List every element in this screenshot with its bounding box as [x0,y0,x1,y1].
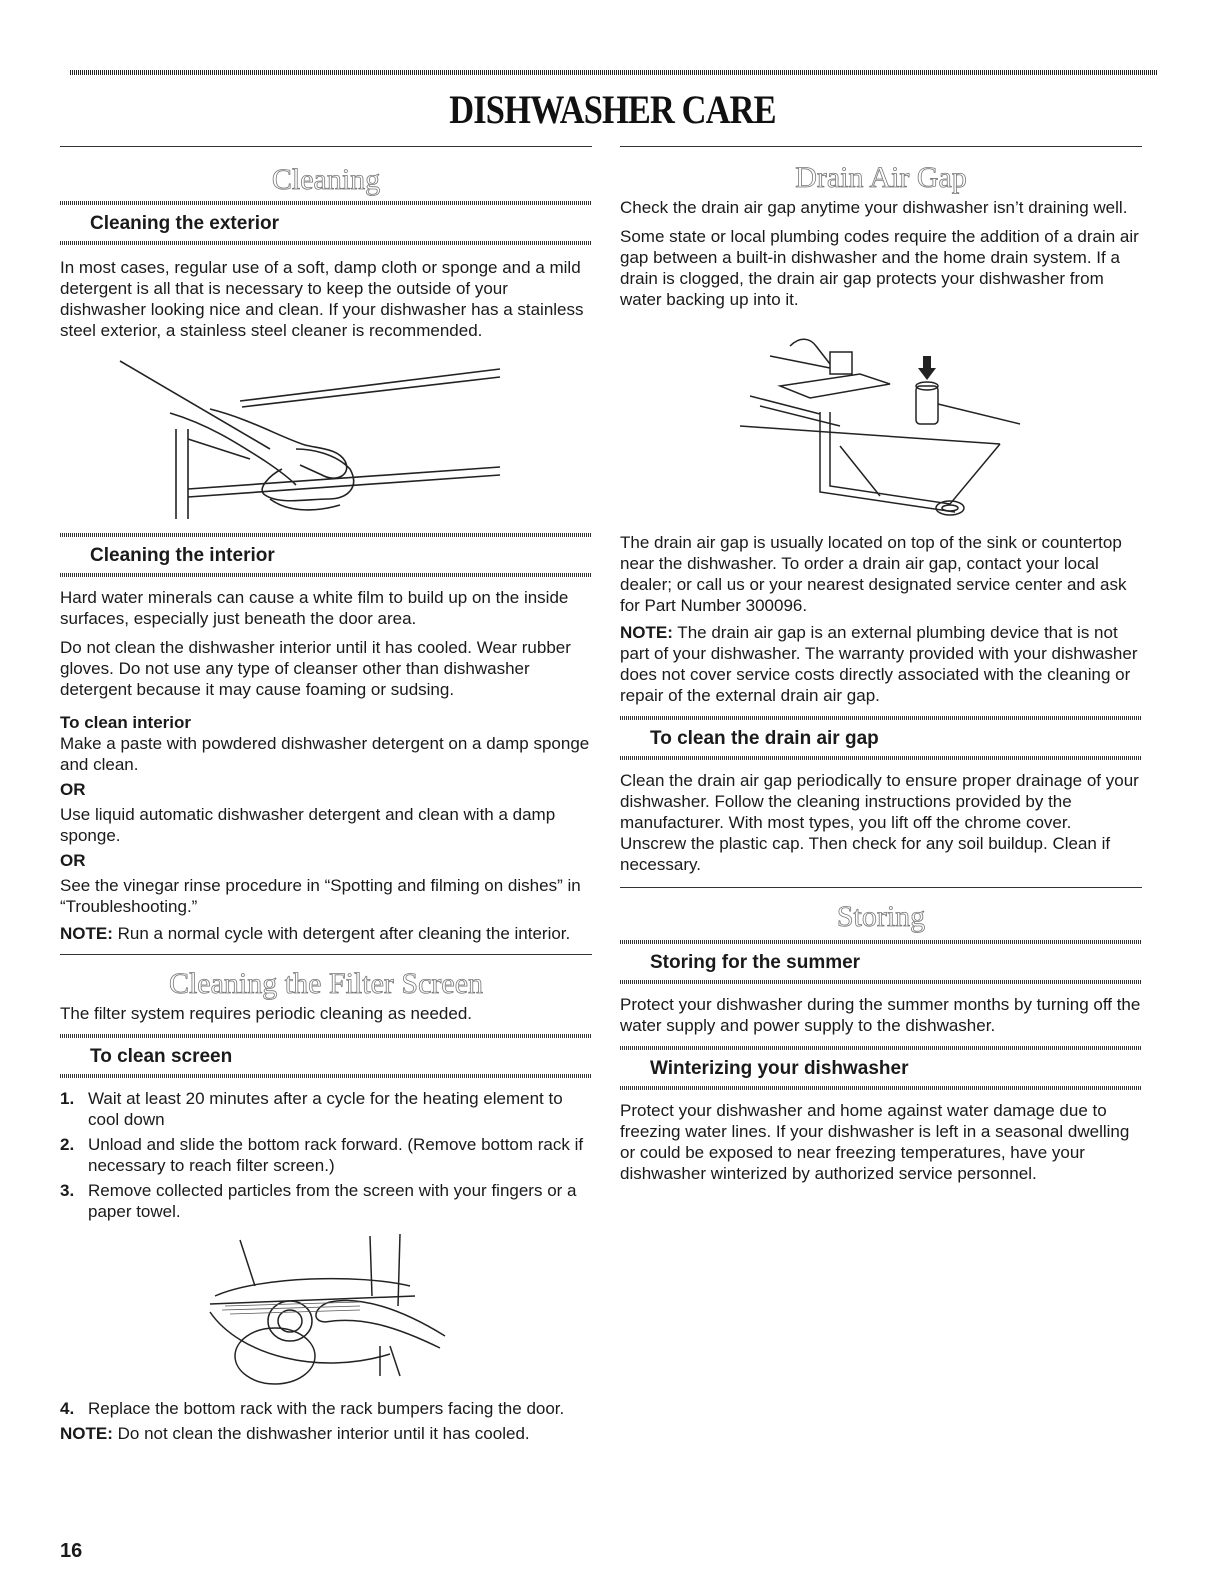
dotted-divider [60,1034,592,1038]
dotted-divider [60,1074,592,1078]
right-column [620,146,1142,1184]
heading-winterizing: Winterizing your dishwasher [650,1058,909,1079]
list-item: 3. Remove collected particles from the screen with your fingers or a paper towel. [60,1181,577,1221]
top-dotted-bar [70,70,1158,75]
to-clean-paragraph-3: See the vinegar rinse procedure in “Spotting and filming on dishes” in “Troubleshooting.” [60,876,581,916]
note-label: NOTE: [60,924,113,943]
dotted-divider [620,1046,1142,1050]
page-title: DISHWASHER CARE [449,87,776,132]
note-text: The drain air gap is an external plumbing device that is not part of your dishwasher. The warranty provided with your dishwasher does not cover service costs directly associated with the cleaning or repair of the external drain air gap. [620,623,1138,705]
dotted-divider [60,573,592,577]
dotted-divider [60,241,592,245]
list-item: 2. Unload and slide the bottom rack forward. (Remove bottom rack if necessary to reach filter screen.) [60,1135,584,1175]
heading-to-clean-interior: To clean interior [60,713,191,732]
drain-paragraph-2: Some state or local plumbing codes require the addition of a drain air gap between a built-in dishwasher and the home drain system. If a drain is clogged, the drain air gap protects your dishwasher from water backing up into it. [620,227,1139,309]
or-label: OR [60,780,86,799]
filter-steps-list [60,1088,592,1222]
filter-note [60,1423,592,1444]
to-clean-paragraph-1: Make a paste with powdered dishwasher detergent on a damp sponge and clean. [60,734,590,774]
heading-storing-summer: Storing for the summer [650,952,861,973]
filter-step-4 [60,1398,592,1419]
filter-screen-illustration [60,1226,592,1398]
summer-paragraph: Protect your dishwasher during the summer months by turning off the water supply and power supply to the dishwasher. [620,995,1141,1035]
drain-paragraph-3: The drain air gap is usually located on top of the sink or countertop near the dishwasher. To order a drain air gap, contact your local dealer; or call us or your nearest designated service center and ask for Part Number 300096. [620,533,1127,615]
note-text: Run a normal cycle with detergent after cleaning the interior. [112,924,571,943]
heading-to-clean-screen: To clean screen [90,1046,233,1067]
note-label: NOTE: [620,623,673,642]
dotted-divider [620,716,1142,720]
section-title-cleaning: Cleaning [271,163,381,196]
dotted-divider [620,940,1142,944]
left-column [60,146,592,1444]
drain-paragraph-4: Clean the drain air gap periodically to ensure proper drainage of your dishwasher. Follow the cleaning instructions provided by the manufacturer. With most types, you lift off the chrome cover. Unscrew the plastic cap. Then check for any soil buildup. Clean if necessary. [620,771,1139,874]
drain-note [620,622,1142,706]
note-text: Do not clean the dishwasher interior until it has cooled. [112,1424,530,1443]
section-title-filter: Cleaning the Filter Screen [168,967,484,1000]
note-label: NOTE: [60,1424,113,1443]
interior-paragraph-2: Do not clean the dishwasher interior until it has cooled. Wear rubber gloves. Do not use any type of cleanser other than dishwasher detergent because it may cause foaming or sudsing. [60,638,571,699]
list-item: 4. Replace the bottom rack with the rack bumpers facing the door. [60,1399,565,1418]
drain-air-gap-illustration [620,316,1142,520]
winter-paragraph: Protect your dishwasher and home against water damage due to freezing water lines. If your dishwasher is left in a seasonal dwelling or could be exposed to near freezing temperatures, have your dishwasher winterized by authorized service personnel. [620,1101,1130,1183]
filter-intro: The filter system requires periodic cleaning as needed. [60,1004,472,1023]
section-rule [60,954,592,955]
section-title-drain-air-gap: Drain Air Gap [795,161,967,194]
exterior-paragraph: In most cases, regular use of a soft, damp cloth or sponge and a mild detergent is all that is necessary to keep the outside of your dishwasher looking nice and clean. If your dishwasher has a stainless steel exterior, a stainless steel cleaner is recommended. [60,258,584,340]
section-rule [60,146,592,147]
heading-cleaning-exterior: Cleaning the exterior [90,213,279,234]
or-label: OR [60,851,86,870]
dotted-divider [620,756,1142,760]
heading-clean-drain-air-gap: To clean the drain air gap [650,728,879,749]
exterior-wiping-illustration [60,349,592,527]
list-item: 1. Wait at least 20 minutes after a cycle for the heating element to cool down [60,1089,563,1129]
dotted-divider [620,1086,1142,1090]
interior-paragraph-1: Hard water minerals can cause a white film to build up on the inside surfaces, especially just beneath the door area. [60,588,569,628]
to-clean-paragraph-2: Use liquid automatic dishwasher detergent and clean with a damp sponge. [60,805,556,845]
interior-note [60,923,592,944]
dotted-divider [620,980,1142,984]
page-number: 16 [60,1540,83,1562]
drain-paragraph-1: Check the drain air gap anytime your dishwasher isn’t draining well. [620,198,1128,217]
section-title-storing: Storing [836,900,926,933]
section-rule [620,887,1142,888]
heading-cleaning-interior: Cleaning the interior [90,545,275,566]
dotted-divider [60,533,592,537]
dotted-divider [60,201,592,205]
section-rule [620,146,1142,147]
